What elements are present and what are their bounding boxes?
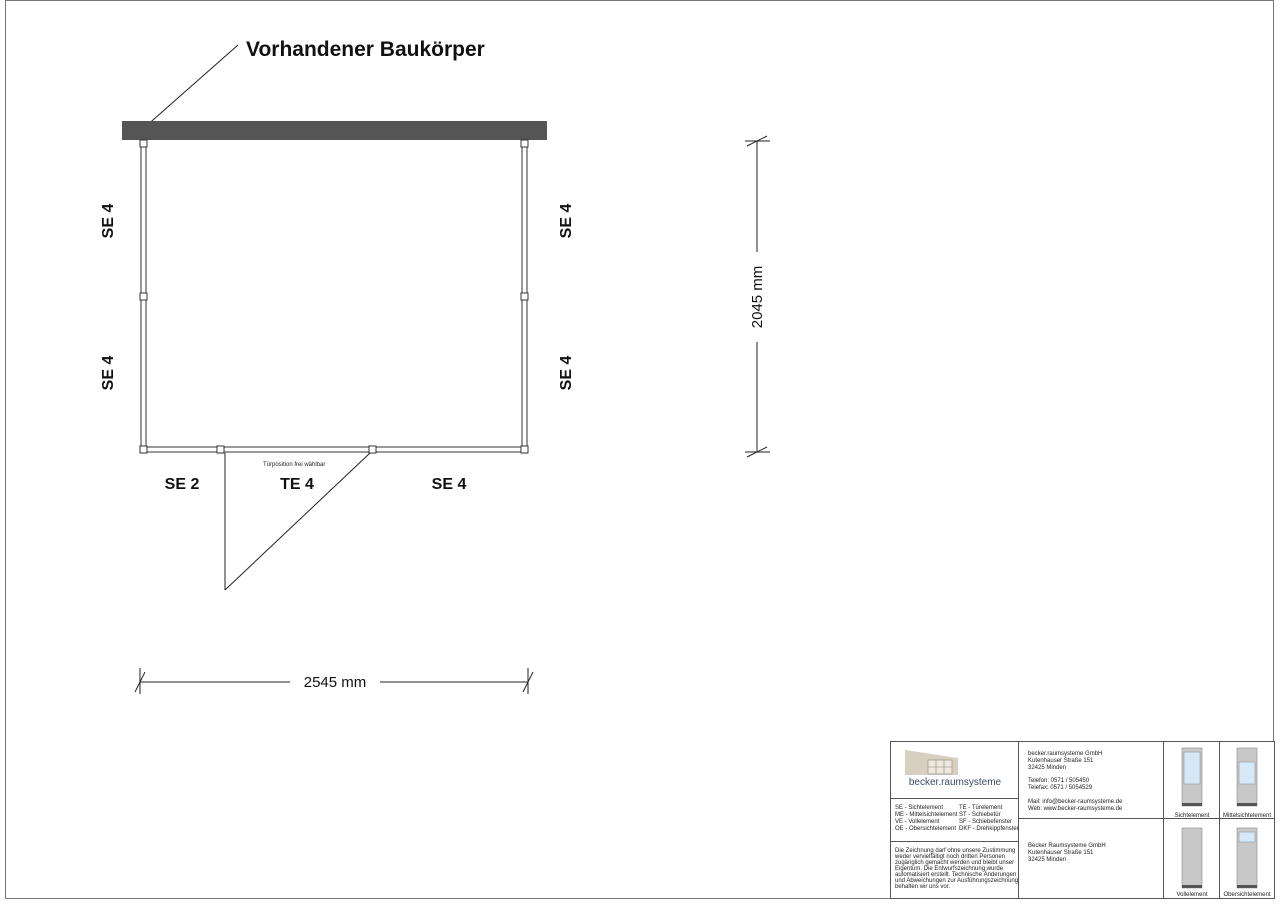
svg-text:zugänglich gemacht werden und: zugänglich gemacht werden und bleibt unser — [895, 860, 1015, 866]
front-wall-label-te4: TE 4 — [280, 476, 314, 493]
svg-text:32425 Minden: 32425 Minden — [1028, 857, 1067, 863]
svg-text:SF - Schiebefenster: SF - Schiebefenster — [959, 819, 1013, 825]
title-leader-line — [145, 45, 238, 127]
svg-text:Sichtelement: Sichtelement — [1174, 813, 1210, 819]
existing-building-wall — [122, 121, 547, 140]
svg-text:32425 Minden: 32425 Minden — [1028, 765, 1067, 771]
left-wall-upper-label: SE 4 — [100, 203, 117, 239]
front-wall-label-se4: SE 4 — [431, 476, 467, 493]
svg-text:Kutenhauser Straße 151: Kutenhauser Straße 151 — [1028, 850, 1094, 856]
svg-text:Die Zeichnung darf ohne unsere: Die Zeichnung darf ohne unsere Zustimmung — [895, 848, 1016, 854]
door-swing — [225, 453, 370, 590]
svg-text:Becker Raumsysteme GmbH: Becker Raumsysteme GmbH — [1028, 843, 1106, 849]
left-wall-lower-label: SE 4 — [100, 355, 117, 391]
svg-text:becker.raumsysteme GmbH: becker.raumsysteme GmbH — [1028, 751, 1103, 757]
copyright-disclaimer — [894, 848, 1018, 890]
wall-connectors — [140, 140, 528, 453]
svg-text:Mail: info@becker-raumsysteme.: Mail: info@becker-raumsysteme.de — [1028, 799, 1123, 805]
svg-text:Mittelsichtelement: Mittelsichtelement — [1222, 813, 1272, 819]
svg-text:DKF - Drehkippfenster: DKF - Drehkippfenster — [959, 826, 1019, 832]
width-dimension-label: 2545 mm — [303, 674, 367, 691]
svg-text:weder vervielfältigt noch drit: weder vervielfältigt noch dritten Personen — [895, 854, 1006, 860]
svg-text:automatisiert erstellt. Techni: automatisiert erstellt. Technische Änderungen — [895, 872, 1017, 878]
svg-text:Obersichtelement: Obersichtelement — [1223, 892, 1271, 898]
svg-text:und Abweichungen zur Ausführun: und Abweichungen zur Ausführungszeichnung — [895, 878, 1019, 884]
svg-text:Telefon: 0571 / 505450: Telefon: 0571 / 505450 — [1028, 778, 1090, 784]
front-wall-label-se2: SE 2 — [164, 476, 200, 493]
svg-text:VE - Vollelement: VE - Vollelement — [895, 819, 940, 825]
logo-text: becker.raumsysteme — [908, 777, 1002, 788]
svg-text:TE - Türelement: TE - Türelement — [959, 805, 1003, 811]
svg-text:Vollelement: Vollelement — [1176, 892, 1208, 898]
svg-text:Eigentum. Die Entwurfszeichnun: Eigentum. Die Entwurfszeichnung wurde — [895, 866, 1004, 872]
svg-text:Web: www.becker-raumsysteme.de: Web: www.becker-raumsysteme.de — [1028, 806, 1123, 812]
svg-text:Telefax: 0571 / 5054529: Telefax: 0571 / 5054529 — [1028, 785, 1093, 791]
svg-text:Kutenhauser Straße 151: Kutenhauser Straße 151 — [1028, 758, 1094, 764]
svg-text:SE - Sichtelement: SE - Sichtelement — [895, 805, 944, 811]
svg-text:OE - Obersichtelement: OE - Obersichtelement — [895, 826, 957, 832]
right-wall-lower-label: SE 4 — [558, 355, 575, 391]
door-position-note: Türposition frei wählbar — [263, 462, 326, 468]
svg-text:behalten wir uns vor.: behalten wir uns vor. — [895, 884, 951, 890]
right-wall-upper-label: SE 4 — [558, 203, 575, 239]
depth-dimension-label: 2045 mm — [749, 265, 766, 329]
svg-text:ST - Schiebetür: ST - Schiebetür — [959, 812, 1001, 818]
front-wall — [141, 447, 527, 452]
svg-text:ME - Mittelsichtelement: ME - Mittelsichtelement — [895, 812, 958, 818]
existing-building-label: Vorhandener Baukörper — [246, 38, 485, 61]
